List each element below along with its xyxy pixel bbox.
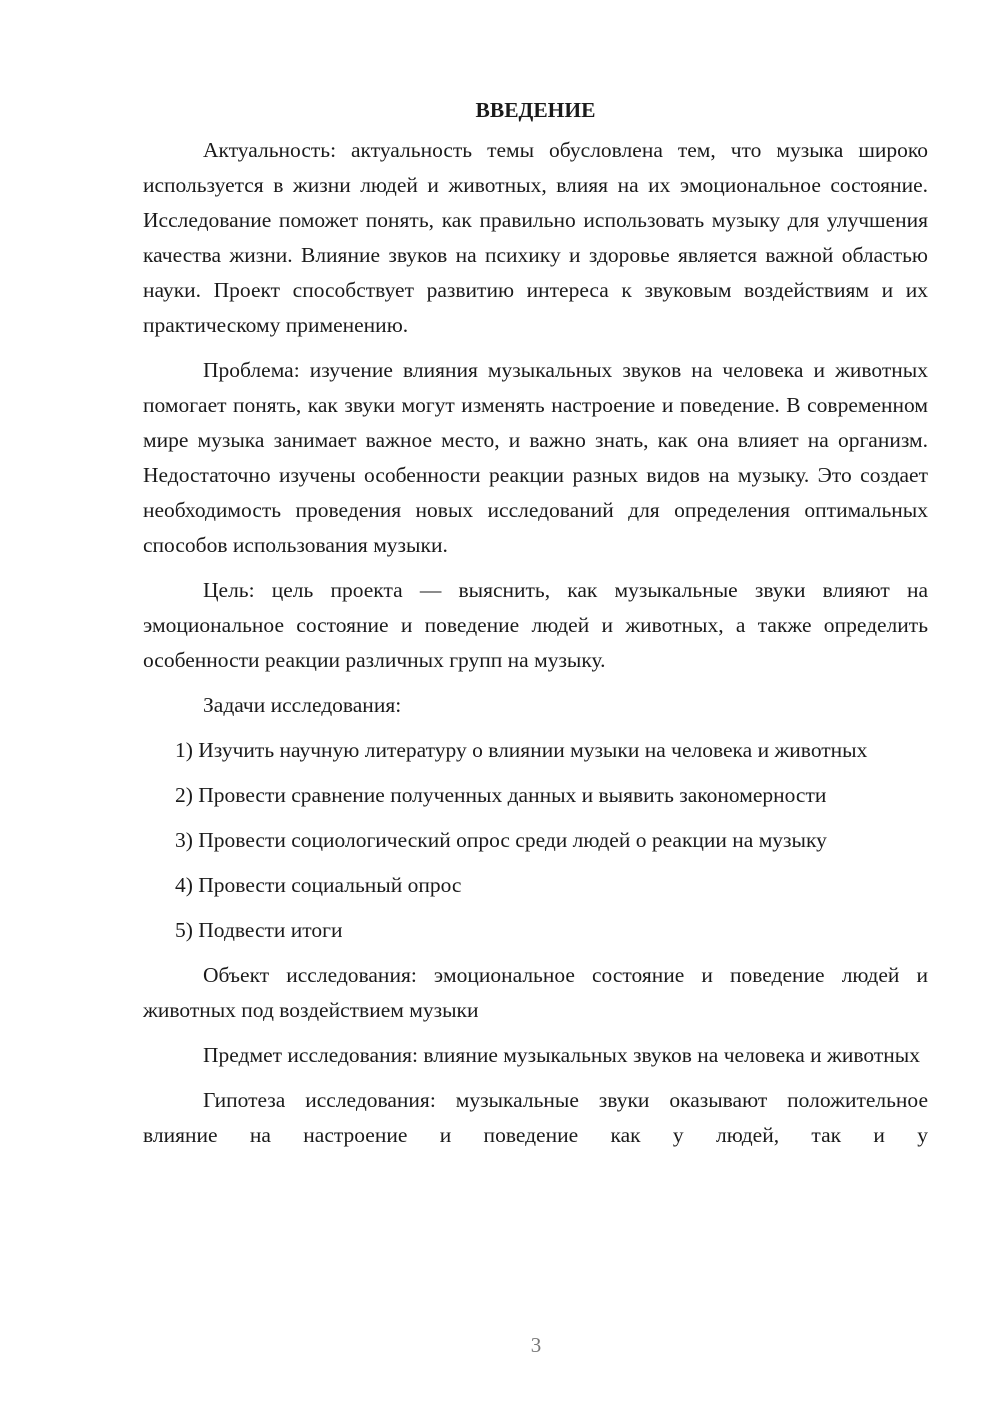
page-number: 3 xyxy=(530,1333,542,1357)
relevance-paragraph: Актуальность: актуальность темы обусловлена тем, что музыка широко используется в жизни людей и животных, влияя на их эмоциональное состояние. Исследование поможет понять, как правильно использовать музыку для улучшения качества жизни. Влияние звуков на психику и здоровье является важной областью науки. Проект способствует развитию интереса к звуковым воздействиям и их практическому применению. xyxy=(143,138,928,337)
subject-paragraph: Предмет исследования: влияние музыкальных звуков на человека и животных xyxy=(203,1043,920,1067)
task-item: 2) Провести сравнение полученных данных и выявить закономерности xyxy=(175,783,827,807)
task-item: 1) Изучить научную литературу о влиянии музыки на человека и животных xyxy=(175,738,868,762)
document-page xyxy=(143,92,928,1153)
problem-paragraph: Проблема: изучение влияния музыкальных звуков на человека и животных помогает понять, как звуки могут изменять настроение и поведение. В современном мире музыка занимает важное место, и важно знать, как она влияет на организм. Недостаточно изучены особенности реакции разных видов на музыку. Это создает необходимость проведения новых исследований для определения оптимальных способов использования музыки. xyxy=(143,358,928,557)
goal-paragraph: Цель: цель проекта — выяснить, как музыкальные звуки влияют на эмоциональное состояние и поведение людей и животных, а также определить особенности реакции различных групп на музыку. xyxy=(143,578,928,672)
page-title: ВВЕДЕНИЕ xyxy=(475,98,596,122)
hypothesis-paragraph: Гипотеза исследования: музыкальные звуки оказывают положительное влияние на настроение и поведение как у людей, так и у xyxy=(143,1088,928,1147)
tasks-heading: Задачи исследования: xyxy=(203,693,402,717)
task-item: 5) Подвести итоги xyxy=(175,918,343,942)
task-item: 4) Провести социальный опрос xyxy=(175,873,462,897)
task-item: 3) Провести социологический опрос среди людей о реакции на музыку xyxy=(175,828,827,852)
object-paragraph: Объект исследования: эмоциональное состояние и поведение людей и животных под воздействием музыки xyxy=(143,963,928,1022)
